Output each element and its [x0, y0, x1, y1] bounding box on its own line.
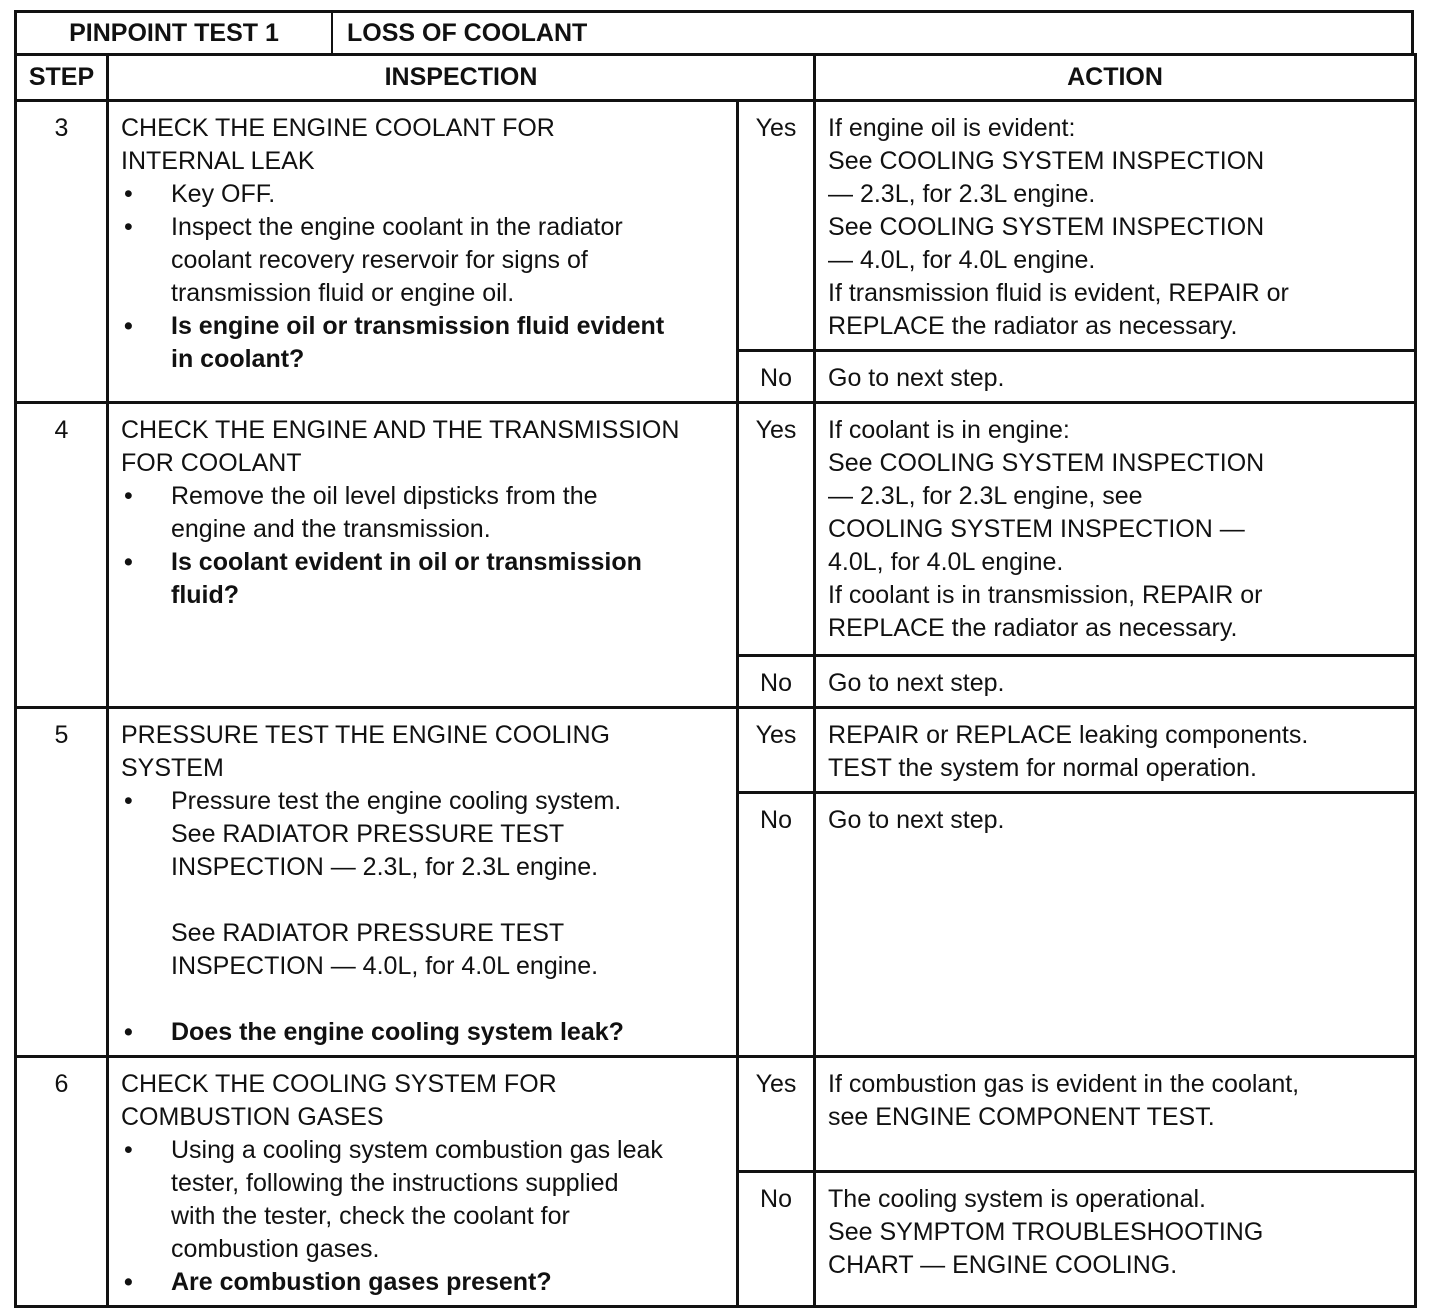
- bullet-line: transmission fluid or engine oil.: [171, 279, 515, 307]
- action-line: See SYMPTOM TROUBLESHOOTING: [828, 1218, 1264, 1247]
- bullet-line: • Are combustion gases present?: [171, 1268, 552, 1296]
- inspection-bullet: [121, 1134, 726, 1266]
- header-step: STEP: [16, 55, 108, 101]
- inspection-bullet: [121, 310, 726, 376]
- result-no: No: [738, 1172, 815, 1307]
- result-yes: Yes: [738, 1057, 815, 1172]
- action-line: — 4.0L, for 4.0L engine.: [828, 246, 1096, 274]
- action-line: See COOLING SYSTEM INSPECTION: [828, 213, 1265, 241]
- bullet-line: with the tester, check the coolant for: [171, 1202, 570, 1230]
- action-yes: [815, 403, 1416, 656]
- inspection-cell: [108, 1057, 738, 1307]
- action-line: If coolant is in engine:: [828, 416, 1070, 444]
- bullet-line: • Remove the oil level dipsticks from the: [171, 482, 598, 510]
- inspection-bullets: [121, 785, 726, 1049]
- action-line: — 2.3L, for 2.3L engine.: [828, 180, 1096, 208]
- header-row: [16, 55, 1416, 101]
- result-no: No: [738, 656, 815, 708]
- inspection-heading: CHECK THE COOLING SYSTEM FOR: [121, 1070, 557, 1098]
- inspection-bullet: [121, 211, 726, 310]
- action-line: See COOLING SYSTEM INSPECTION: [828, 449, 1265, 477]
- bullet-line: in coolant?: [171, 345, 305, 373]
- result-yes: Yes: [738, 708, 815, 793]
- action-line: The cooling system is operational.: [828, 1185, 1206, 1214]
- bullet-line: • Using a cooling system combustion gas leak: [171, 1136, 663, 1164]
- inspection-bullet: [121, 480, 726, 546]
- action-line: If combustion gas is evident in the coolant,: [828, 1070, 1300, 1098]
- action-line: If coolant is in transmission, REPAIR or: [828, 581, 1263, 609]
- inspection-bullets: [121, 178, 726, 376]
- inspection-heading: COMBUSTION GASES: [121, 1103, 384, 1131]
- action-no: [815, 351, 1416, 403]
- bullet-line: [171, 983, 726, 1016]
- inspection-cell: [108, 101, 738, 403]
- bullet-line: INSPECTION — 4.0L, for 4.0L engine.: [171, 952, 599, 980]
- inspection-bullets: [121, 480, 726, 612]
- action-line: REPLACE the radiator as necessary.: [828, 614, 1238, 642]
- inspection-bullet: [121, 785, 726, 1016]
- action-yes: [815, 1057, 1416, 1172]
- pinpoint-test-document: [14, 10, 1414, 1308]
- bullet-line: combustion gases.: [171, 1235, 380, 1263]
- bullet-line: • Is coolant evident in oil or transmission: [171, 548, 642, 576]
- action-yes: [815, 708, 1416, 793]
- action-line: CHART — ENGINE COOLING.: [828, 1251, 1178, 1280]
- inspection-heading: PRESSURE TEST THE ENGINE COOLING: [121, 721, 611, 749]
- inspection-cell: [108, 403, 738, 708]
- action-yes: [815, 101, 1416, 351]
- step-number: 5: [16, 708, 108, 1057]
- result-yes: Yes: [738, 403, 815, 656]
- action-line: — 2.3L, for 2.3L engine, see: [828, 482, 1143, 510]
- test-name: LOSS OF COOLANT: [347, 18, 588, 47]
- step-number: 4: [16, 403, 108, 708]
- action-no: [815, 1172, 1416, 1307]
- inspection-heading: SYSTEM: [121, 754, 224, 782]
- bullet-line: • Inspect the engine coolant in the radiator: [171, 213, 623, 241]
- inspection-bullet: [121, 1266, 726, 1299]
- inspection-bullet: [121, 546, 726, 612]
- action-line: Go to next step.: [828, 669, 1005, 697]
- bullet-line: See RADIATOR PRESSURE TEST: [171, 820, 565, 848]
- bullet-line: engine and the transmission.: [171, 515, 491, 543]
- action-line: REPAIR or REPLACE leaking components.: [828, 721, 1309, 749]
- test-number: PINPOINT TEST 1: [17, 13, 333, 53]
- bullet-line: INSPECTION — 2.3L, for 2.3L engine.: [171, 853, 599, 881]
- bullet-line: [171, 884, 726, 917]
- inspection-heading: CHECK THE ENGINE COOLANT FOR: [121, 114, 555, 142]
- step-number: 6: [16, 1057, 108, 1307]
- step-row-yes: [16, 1057, 1416, 1172]
- step-row-yes: [16, 708, 1416, 793]
- inspection-bullet: [121, 1016, 726, 1049]
- bullet-line: • Pressure test the engine cooling system.: [171, 787, 622, 815]
- bullet-line: • Is engine oil or transmission fluid evident: [171, 312, 665, 340]
- action-line: see ENGINE COMPONENT TEST.: [828, 1103, 1215, 1131]
- action-line: Go to next step.: [828, 364, 1005, 392]
- result-no: No: [738, 793, 815, 1057]
- inspection-bullets: [121, 1134, 726, 1299]
- action-line: If engine oil is evident:: [828, 114, 1076, 142]
- inspection-heading: CHECK THE ENGINE AND THE TRANSMISSION: [121, 416, 680, 444]
- action-no: [815, 656, 1416, 708]
- action-line: TEST the system for normal operation.: [828, 754, 1257, 782]
- bullet-line: tester, following the instructions supplied: [171, 1169, 619, 1197]
- bullet-line: coolant recovery reservoir for signs of: [171, 246, 588, 274]
- result-no: No: [738, 351, 815, 403]
- action-no: [815, 793, 1416, 1057]
- action-line: Go to next step.: [828, 806, 1005, 835]
- action-line: COOLING SYSTEM INSPECTION —: [828, 515, 1245, 543]
- action-line: 4.0L, for 4.0L engine.: [828, 548, 1064, 576]
- result-yes: Yes: [738, 101, 815, 351]
- header-inspection: INSPECTION: [108, 55, 815, 101]
- step-row-yes: [16, 403, 1416, 656]
- bullet-line: • Key OFF.: [171, 180, 276, 208]
- title-bar: [14, 10, 1414, 56]
- pinpoint-table: [14, 53, 1417, 1308]
- inspection-cell: [108, 708, 738, 1057]
- inspection-heading: FOR COOLANT: [121, 449, 302, 477]
- bullet-line: See RADIATOR PRESSURE TEST: [171, 919, 565, 947]
- inspection-bullet: [121, 178, 726, 211]
- action-line: REPLACE the radiator as necessary.: [828, 312, 1238, 340]
- header-action: ACTION: [815, 55, 1416, 101]
- bullet-line: • Does the engine cooling system leak?: [171, 1018, 624, 1046]
- step-number: 3: [16, 101, 108, 403]
- action-line: If transmission fluid is evident, REPAIR or: [828, 279, 1289, 307]
- action-line: See COOLING SYSTEM INSPECTION: [828, 147, 1265, 175]
- bullet-line: fluid?: [171, 581, 240, 609]
- step-row-yes: [16, 101, 1416, 351]
- inspection-heading: INTERNAL LEAK: [121, 147, 315, 175]
